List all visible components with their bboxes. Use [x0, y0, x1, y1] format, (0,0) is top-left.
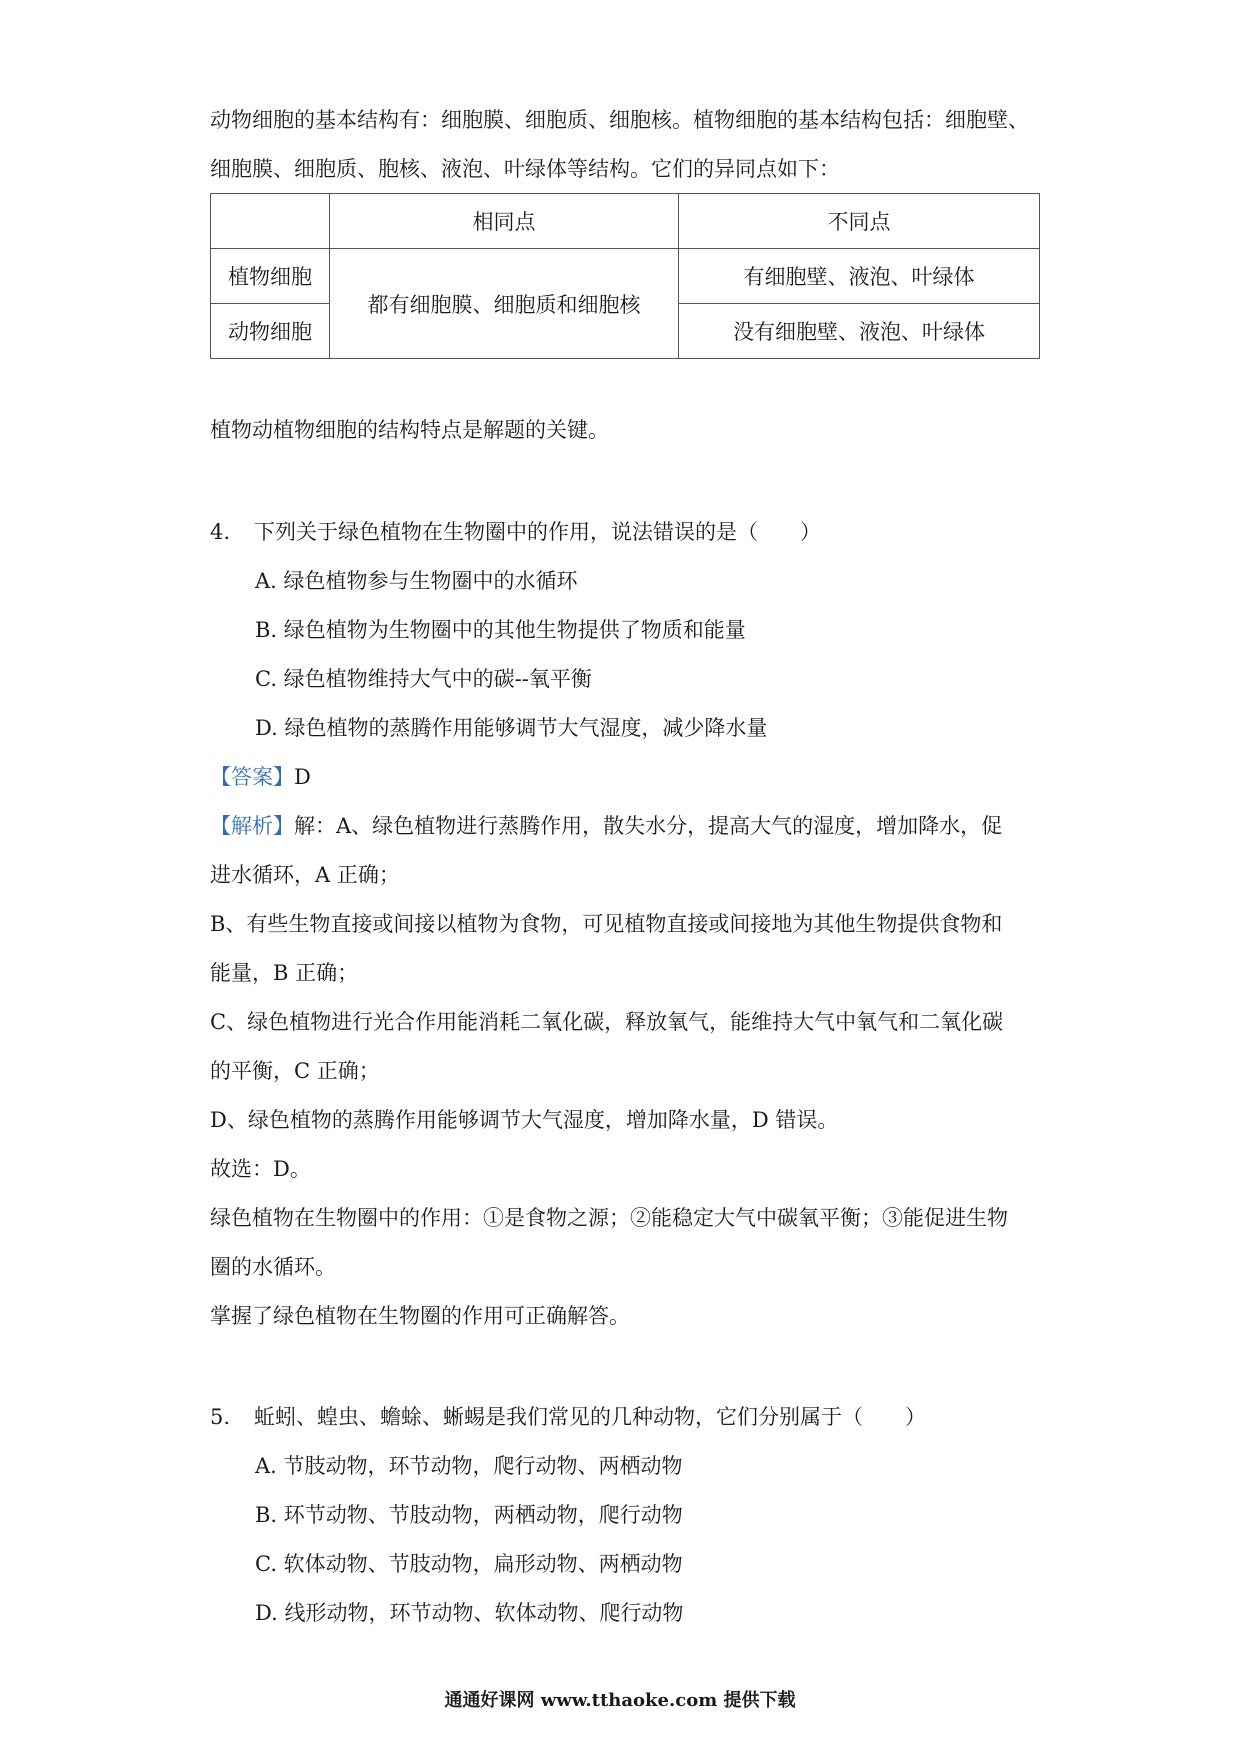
table-header-row: [211, 194, 1040, 249]
q4-answer: [210, 761, 311, 791]
q4-option-b: B. 绿色植物为生物圈中的其他生物提供了物质和能量: [255, 618, 746, 642]
table-header-diff: 不同点: [679, 194, 1040, 249]
table-header-same: 相同点: [330, 194, 679, 249]
table-diff-cell: 有细胞壁、液泡、叶绿体: [679, 249, 1040, 304]
table-row-label: 动物细胞: [211, 304, 330, 359]
analysis-text: 解：A、绿色植物进行蒸腾作用，散失水分，提高大气的湿度，增加降水，促: [294, 814, 1003, 838]
q4-analysis-line: C、绿色植物进行光合作用能消耗二氧化碳，释放氧气，能维持大气中氧气和二氧化碳: [210, 1010, 1004, 1034]
table-row: [211, 249, 1040, 304]
key-point: 植物动植物细胞的结构特点是解题的关键。: [210, 418, 609, 442]
analysis-tag: 【解析】: [210, 814, 294, 838]
intro-line-2: 细胞膜、细胞质、胞核、液泡、叶绿体等结构。它们的异同点如下：: [210, 157, 840, 181]
comparison-table: [210, 193, 1040, 359]
q4-analysis-line: B、有些生物直接或间接以植物为食物，可见植物直接或间接地为其他生物提供食物和: [210, 912, 1003, 936]
q4-analysis-line: 圈的水循环。: [210, 1255, 336, 1279]
answer-tag: 【答案】: [210, 765, 294, 789]
q4-option-c: C. 绿色植物维持大气中的碳--氧平衡: [255, 667, 592, 691]
table-diff-cell: 没有细胞壁、液泡、叶绿体: [679, 304, 1040, 359]
q5-option-b: B. 环节动物、节肢动物，两栖动物，爬行动物: [255, 1503, 683, 1527]
question-text: 蚯蚓、蝗虫、蟾蜍、蜥蜴是我们常见的几种动物，它们分别属于（ ）: [254, 1405, 926, 1429]
q4-analysis-line: 绿色植物在生物圈中的作用：①是食物之源；②能稳定大气中碳氧平衡；③能促进生物: [210, 1206, 1008, 1230]
question-5-stem: [210, 1401, 926, 1431]
table-header-empty: [211, 194, 330, 249]
q4-analysis-line: 进水循环，A 正确；: [210, 863, 400, 887]
q4-analysis-line: [210, 810, 1002, 840]
table-row-label: 植物细胞: [211, 249, 330, 304]
question-number: 5.: [210, 1405, 231, 1429]
question-4-stem: [210, 516, 821, 546]
q5-option-c: C. 软体动物、节肢动物，扁形动物、两栖动物: [255, 1552, 683, 1576]
q5-option-d: D. 线形动物，环节动物、软体动物、爬行动物: [255, 1601, 684, 1625]
q4-analysis-line: 掌握了绿色植物在生物圈的作用可正确解答。: [210, 1304, 630, 1328]
q4-analysis-line: D、绿色植物的蒸腾作用能够调节大气湿度，增加降水量，D 错误。: [210, 1108, 839, 1132]
q4-analysis-line: 的平衡，C 正确；: [210, 1059, 380, 1083]
table-shared-cell: 都有细胞膜、细胞质和细胞核: [330, 249, 679, 359]
q4-analysis-line: 故选：D。: [210, 1157, 311, 1181]
intro-line-1: 动物细胞的基本结构有：细胞膜、细胞质、细胞核。植物细胞的基本结构包括：细胞壁、: [210, 108, 1029, 132]
q5-option-a: A. 节肢动物，环节动物，爬行动物、两栖动物: [255, 1454, 683, 1478]
q4-analysis-line: 能量，B 正确；: [210, 961, 359, 985]
question-text: 下列关于绿色植物在生物圈中的作用，说法错误的是（ ）: [254, 520, 821, 544]
q4-option-d: D. 绿色植物的蒸腾作用能够调节大气湿度，减少降水量: [255, 716, 768, 740]
question-number: 4.: [210, 520, 231, 544]
q4-option-a: A. 绿色植物参与生物圈中的水循环: [255, 569, 578, 593]
page-footer: 通通好课网 www.tthaoke.com 提供下载: [444, 1690, 796, 1711]
answer-value: D: [294, 765, 311, 789]
